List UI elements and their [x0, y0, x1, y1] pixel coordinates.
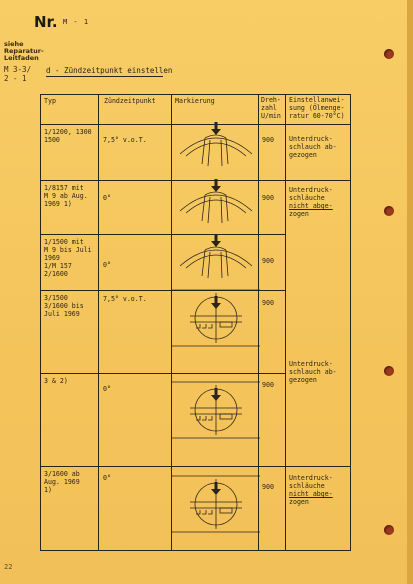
row-anweisung-line: zogen — [289, 498, 309, 506]
sidebar-reference — [4, 41, 44, 83]
row-typ-line: 1969 1) — [44, 200, 72, 208]
row-typ-line: M 9 bis Juli — [44, 246, 92, 254]
row-typ-line: Aug. 1969 — [44, 478, 80, 486]
section-heading — [46, 66, 172, 75]
sidebar-note-line: Leitfaden — [4, 54, 39, 62]
header-zuendzeitpunkt: Zündzeitpunkt — [104, 97, 156, 105]
row-typ-line: 1500 — [44, 136, 60, 144]
row-typ-line: 3/1600 ab — [44, 470, 80, 478]
row-zuendzeitpunkt: 0° — [103, 261, 111, 269]
punch-hole — [384, 525, 394, 535]
row-zuendzeitpunkt: 7,5° v.o.T. — [103, 295, 147, 303]
row-drehzahl: 900 — [262, 299, 274, 307]
punch-hole — [384, 366, 394, 376]
row-typ-line: 1969 — [44, 254, 60, 262]
row-drehzahl: 900 — [262, 194, 274, 202]
section-title: d - Zündzeitpunkt einstellen — [46, 66, 173, 75]
row-typ-line: 3 & 2) — [44, 377, 68, 385]
row-zuendzeitpunkt: 7,5° v.o.T. — [103, 136, 147, 144]
row-anweisung-line: schlauch ab- — [289, 368, 337, 376]
row-typ-line: 1/1500 mit — [44, 238, 84, 246]
sidebar-note-line: Reparatur- — [4, 47, 44, 55]
flywheel-mark-drawing — [176, 177, 256, 237]
row-drehzahl: 900 — [262, 257, 274, 265]
row-zuendzeitpunkt: 0° — [103, 194, 111, 202]
row-typ-line: M 9 ab Aug. — [44, 192, 88, 200]
row-typ-line: 1/8157 mit — [44, 184, 84, 192]
row-anweisung-line: zogen — [289, 210, 309, 218]
row-zuendzeitpunkt: 0° — [103, 385, 111, 393]
row-anweisung-line: nicht abge- — [289, 202, 333, 210]
header-anweisung: ratur 60-70°C) — [289, 112, 345, 120]
flywheel-mark-drawing — [176, 232, 256, 292]
pulley-mark-drawing — [176, 380, 256, 440]
header-drehzahl: Dreh- — [261, 96, 281, 104]
row-drehzahl: 900 — [262, 136, 274, 144]
row-anweisung-line: gezogen — [289, 376, 317, 384]
table-col-line — [40, 94, 41, 550]
nr-value: M - 1 — [63, 18, 90, 26]
row-zuendzeitpunkt: 0° — [103, 474, 111, 482]
row-anweisung-line: nicht abge- — [289, 490, 333, 498]
header-anweisung: sung (Ölmenge- — [289, 104, 345, 112]
table-row-line — [40, 466, 351, 467]
sidebar-ref-line: 2 - 1 — [4, 74, 27, 83]
row-typ-line: 1/1200, 1300 — [44, 128, 92, 136]
row-drehzahl: 900 — [262, 483, 274, 491]
row-anweisung-line: schläuche — [289, 194, 325, 202]
header-drehzahl: zahl — [261, 104, 277, 112]
row-typ-line: Juli 1969 — [44, 310, 80, 318]
nr-label: Nr. — [34, 13, 58, 31]
flywheel-mark-drawing — [176, 120, 256, 180]
table-row-line — [40, 94, 351, 95]
row-anweisung-line: Unterdruck- — [289, 135, 333, 143]
row-anweisung-line: gezogen — [289, 151, 317, 159]
table-row-line — [40, 550, 351, 551]
table-col-line — [258, 94, 259, 550]
pulley-mark-drawing — [176, 474, 256, 534]
sidebar-ref-line: M 3-3/ — [4, 65, 32, 74]
row-typ-line: 3/1600 bis — [44, 302, 84, 310]
row-anweisung-line: schläuche — [289, 482, 325, 490]
table-row-line — [40, 373, 286, 374]
punch-hole — [384, 49, 394, 59]
row-typ-line: 2/1600 — [44, 270, 68, 278]
row-typ-line: 1) — [44, 486, 52, 494]
row-anweisung-line: Unterdruck- — [289, 186, 333, 194]
header-anweisung: Einstellanwei- — [289, 96, 345, 104]
header-typ: Typ — [44, 97, 56, 105]
row-typ-line: 3/1500 — [44, 294, 68, 302]
punch-hole — [384, 206, 394, 216]
header-drehzahl: U/min — [261, 112, 281, 120]
header-markierung: Markierung — [175, 97, 215, 105]
row-typ-line: 1/M 157 — [44, 262, 72, 270]
row-drehzahl: 900 — [262, 381, 274, 389]
page-edge — [407, 0, 413, 584]
page-number: 22 — [4, 563, 13, 571]
table-col-line — [285, 94, 286, 550]
pulley-mark-drawing — [176, 288, 256, 348]
row-anweisung-line: schlauch ab- — [289, 143, 337, 151]
section-title-underline — [46, 76, 163, 77]
row-anweisung-line: Unterdruck- — [289, 474, 333, 482]
row-anweisung-line: Unterdruck- — [289, 360, 333, 368]
sidebar-note-line: siehe — [4, 40, 24, 48]
